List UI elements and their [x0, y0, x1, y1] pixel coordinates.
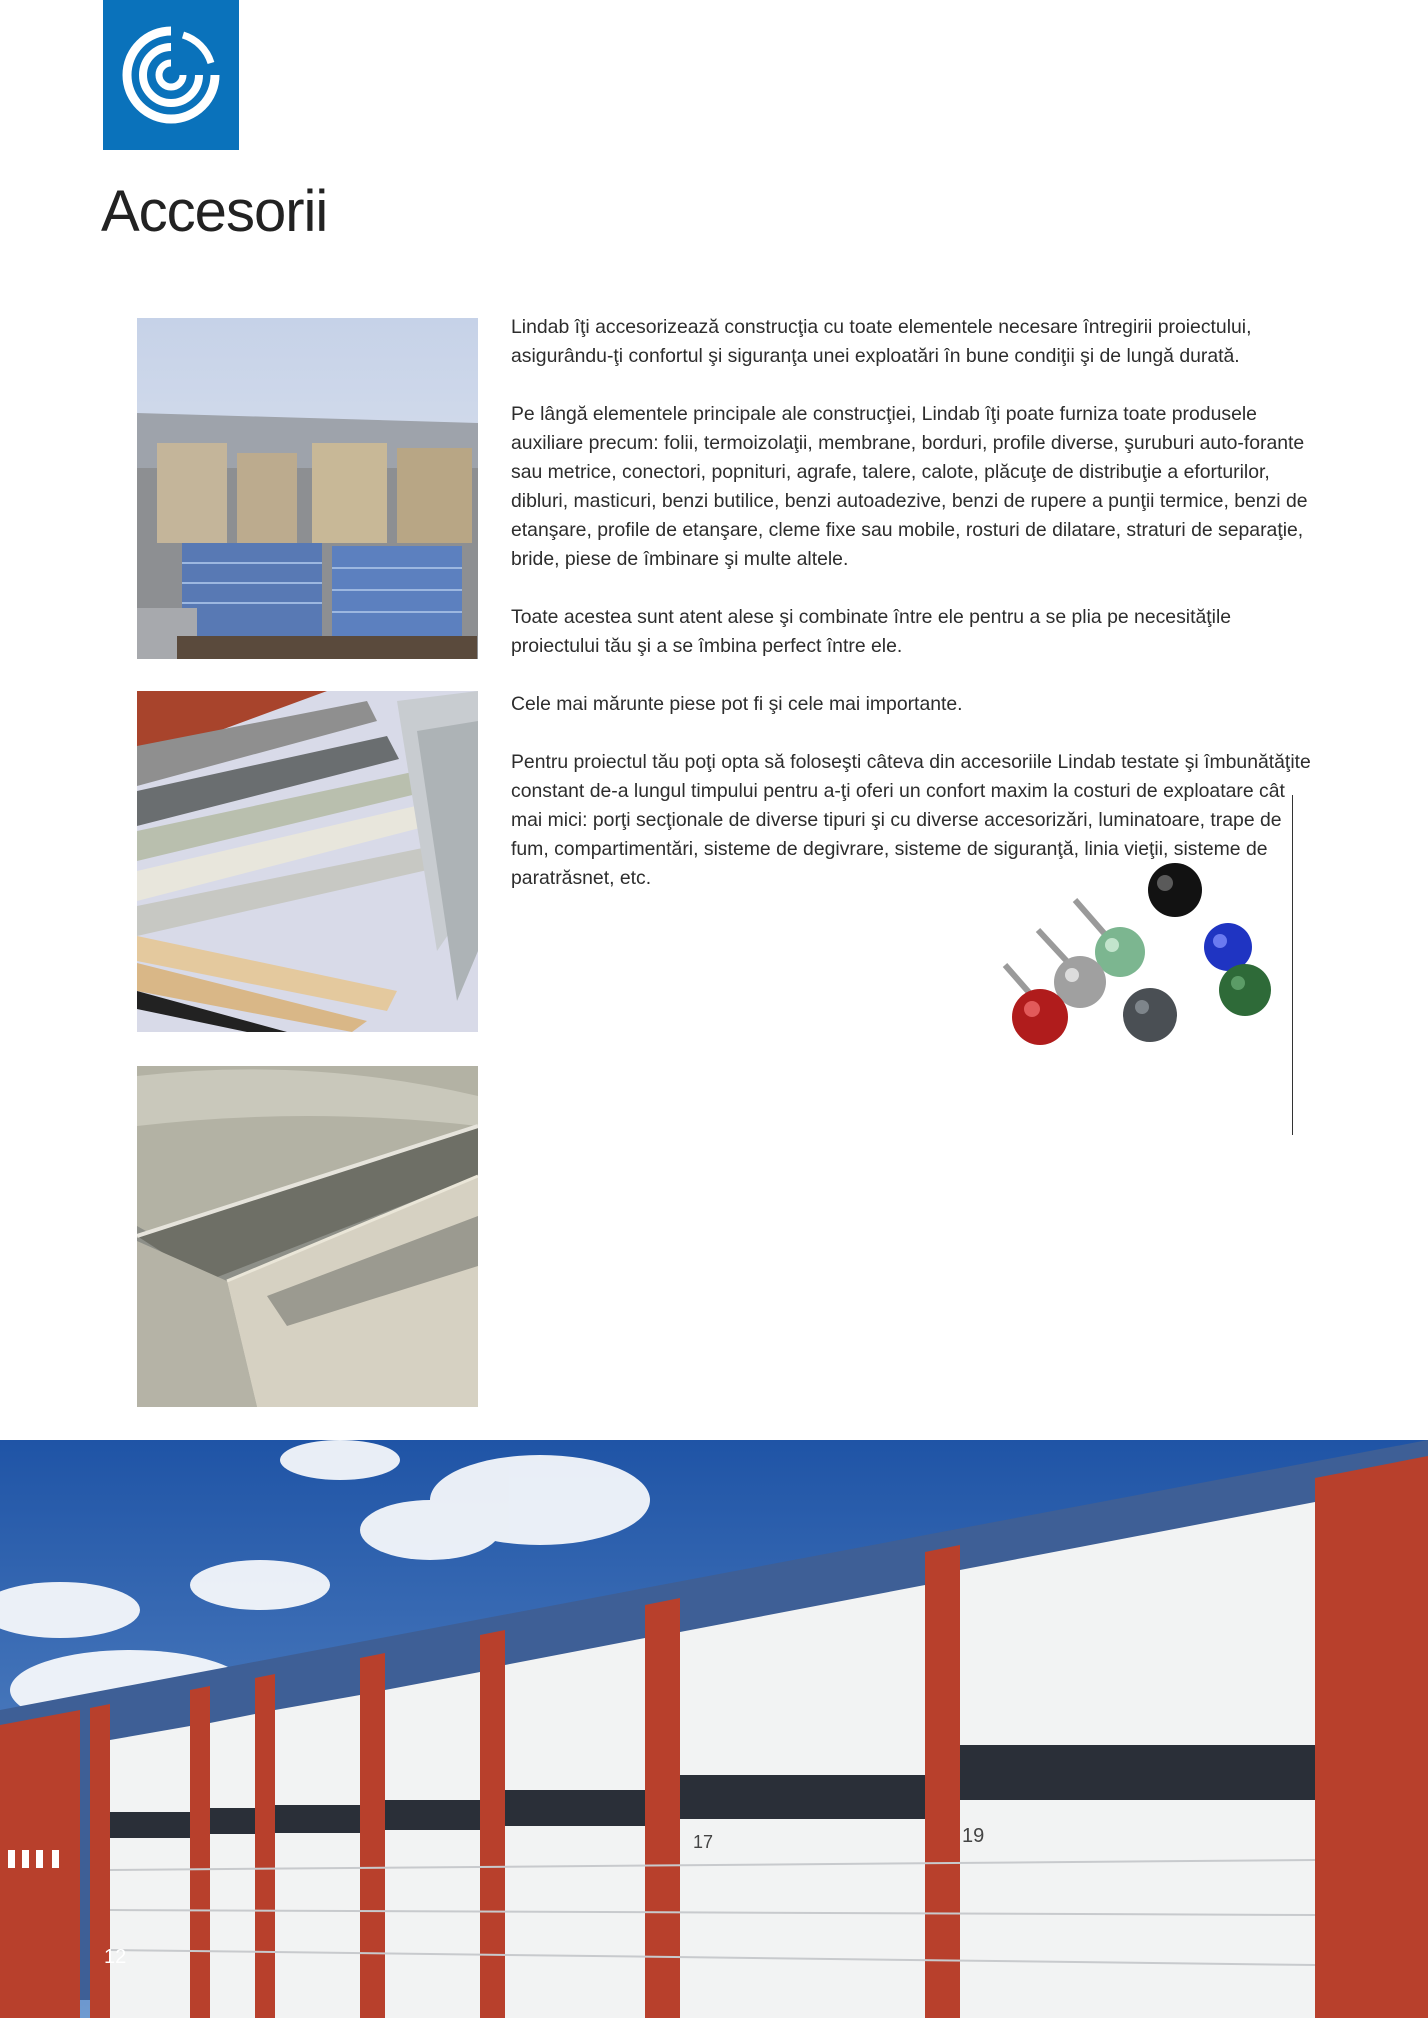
- page-number: 12: [104, 1946, 127, 1968]
- door-number-17: 17: [693, 1832, 714, 1852]
- door-number-19: 19: [962, 1825, 985, 1847]
- paragraph-intro: Lindab îţi accesorizează construcţia cu toate elementele necesare întregirii proiectului, asigurându-ţi confortul şi siguranţa unei exploatări în bune condiţii şi de lungă durată.: [511, 316, 1252, 367]
- paragraph-products: Pe lângă elementele principale ale construcţiei, Lindab îţi poate furniza toate produsele auxiliare precum: folii, termoizolaţii, membrane, borduri, profile diverse, şuruburi auto-forante sau metrice, conectori, popnituri, agrafe, talere, calote, plăcuţe de distribuţie a eforturilor, dibluri, masticuri, benzi butilice, benzi autoadezive, benzi de rupere a punţii termice, benzi de etanşare, profile de etanşare, cleme fixe sau mobile, rosturi de dilatare, straturi de separaţie, bride, piese de îmbinare şi multe altele.: [511, 403, 1308, 570]
- paragraph-selection: Toate acestea sunt atent alese şi combinate între ele pentru a se plia pe necesităţile proiectului tău şi a se îmbina perfect între ele.: [511, 606, 1232, 657]
- page-title: Accesorii: [101, 179, 328, 244]
- photo-pallets: [137, 318, 478, 659]
- lindab-logo: [103, 0, 239, 150]
- photo-profiles: [137, 691, 478, 1032]
- paragraph-options: Pentru proiectul tău poţi opta să foloseşti câteva din accesoriile Lindab testate şi îmbunătăţite constant de-a lungul timpului pentru a-ţi oferi un confort maxim la costuri de exploatare cât mai mici: porţi secţionale de diverse tipuri şi cu diverse accesorizări, luminatoare, trape de fum, compartimentări, sisteme de degivrare, sisteme de siguranţă, linia vieţii, sisteme de paratrăsnet, etc.: [511, 751, 1311, 889]
- divider-line: [1292, 795, 1293, 1135]
- lindab-logo-icon: [121, 25, 221, 125]
- photo-screws: [960, 855, 1285, 1095]
- body-text: [511, 313, 1311, 922]
- paragraph-small-parts: Cele mai mărunte piese pot fi şi cele mai importante.: [511, 693, 963, 715]
- photo-sectional-doors: [0, 1440, 1428, 2018]
- photo-skylight: [137, 1066, 478, 1407]
